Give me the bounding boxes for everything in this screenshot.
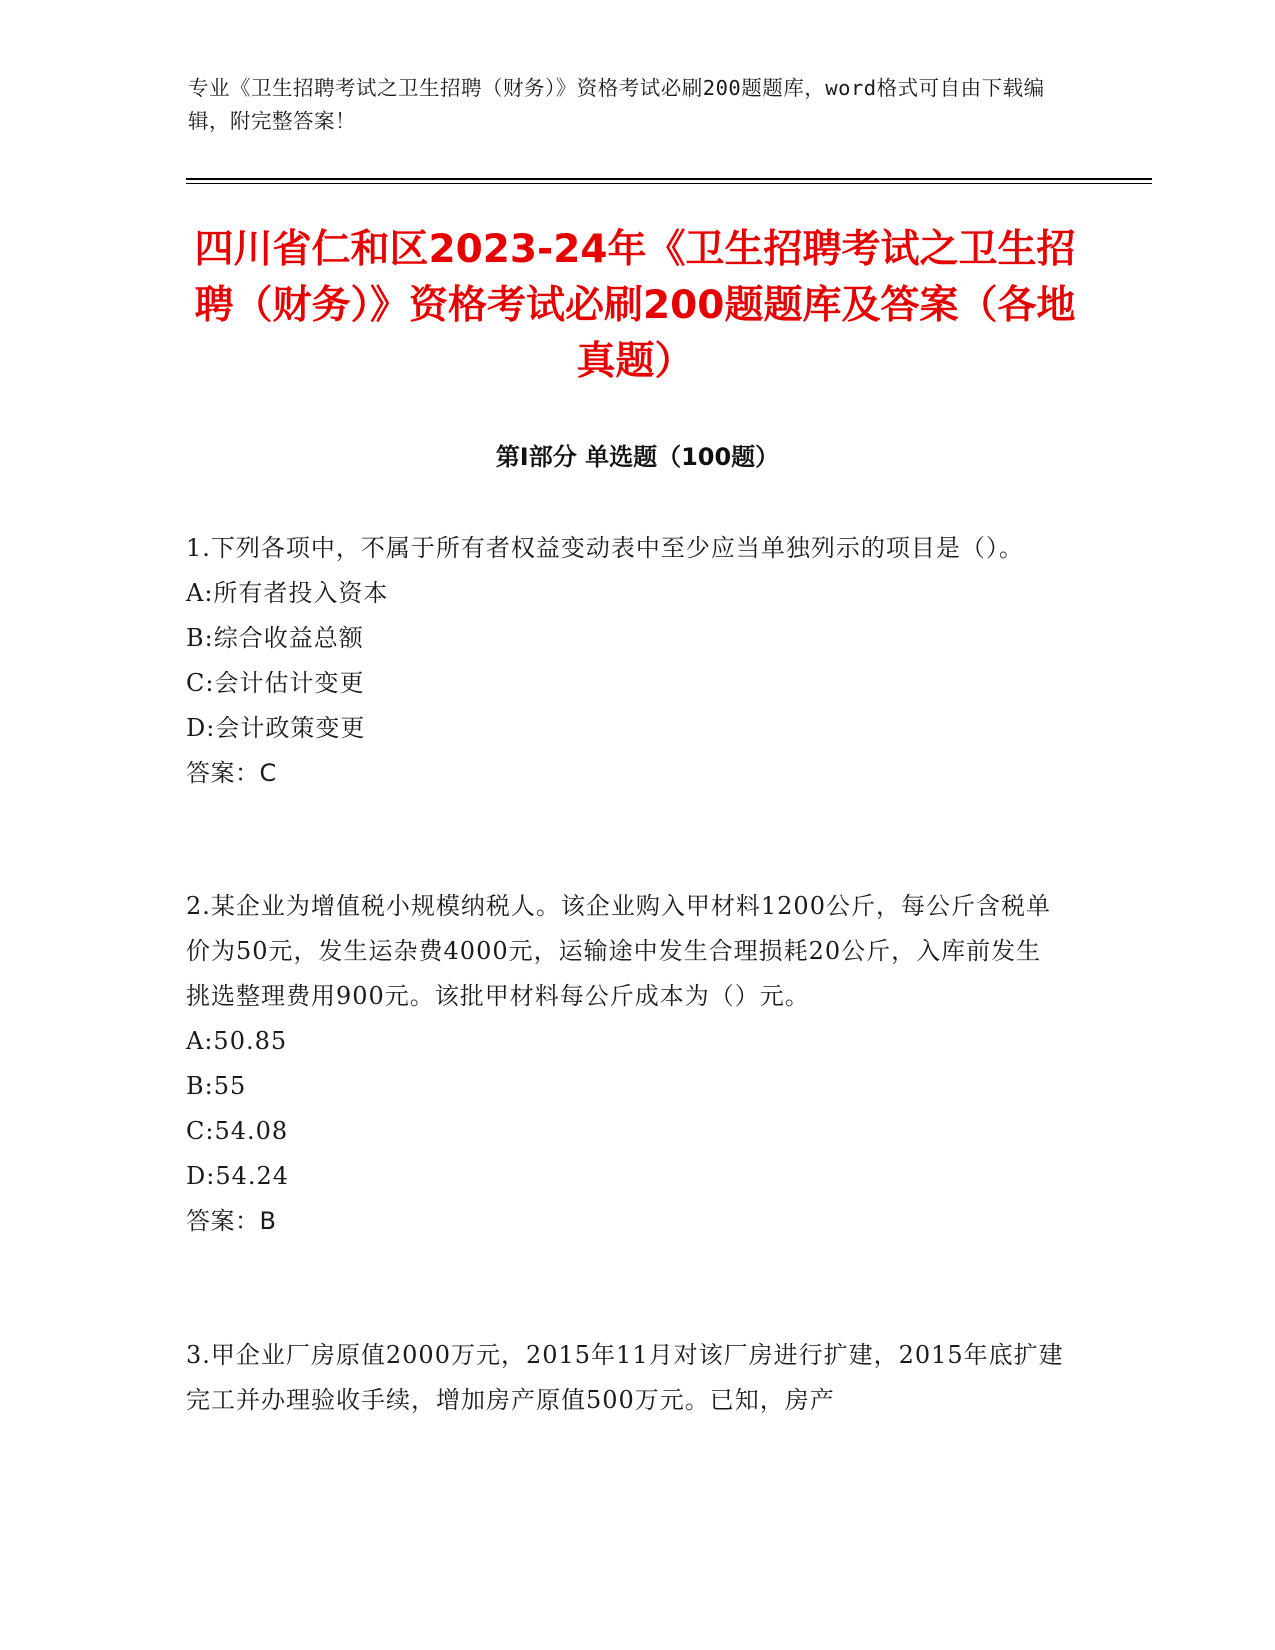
- document-title: 四川省仁和区2023-24年《卫生招聘考试之卫生招聘（财务）》资格考试必刷200题题库及答案（各地真题）: [194, 227, 1076, 384]
- question-3: [186, 1333, 1066, 1423]
- option-a: A:所有者投入资本: [186, 579, 389, 607]
- question-1: [186, 526, 1066, 796]
- option-c: C:会计估计变更: [186, 669, 365, 697]
- option-d: D:54.24: [186, 1162, 290, 1190]
- option-c: C:54.08: [186, 1117, 289, 1145]
- question-stem: 1.下列各项中，不属于所有者权益变动表中至少应当单独列示的项目是（）。: [186, 534, 1024, 562]
- question-stem: 2.某企业为增值税小规模纳税人。该企业购入甲材料1200公斤，每公斤含税单价为50元，发生运杂费4000元，运输途中发生合理损耗20公斤，入库前发生挑选整理费用900元。该批甲材料每公斤成本为（）元。: [186, 892, 1051, 1010]
- option-b: B:综合收益总额: [186, 624, 364, 652]
- option-a: A:50.85: [186, 1027, 288, 1055]
- header-note: 专业《卫生招聘考试之卫生招聘（财务）》资格考试必刷200题题库，word格式可自由下载编辑，附完整答案！: [188, 76, 1045, 133]
- section-title: 第Ⅰ部分 单选题（100题）: [495, 443, 780, 471]
- option-b: B:55: [186, 1072, 247, 1100]
- header-divider-thick: [186, 178, 1152, 180]
- answer: 答案：C: [186, 759, 277, 787]
- question-stem: 3.甲企业厂房原值2000万元，2015年11月对该厂房进行扩建，2015年底扩建完工并办理验收手续，增加房产原值500万元。已知，房产: [186, 1341, 1064, 1414]
- option-d: D:会计政策变更: [186, 714, 366, 742]
- header-divider-thin: [186, 183, 1152, 184]
- question-2: [186, 884, 1066, 1244]
- answer: 答案：B: [186, 1207, 277, 1235]
